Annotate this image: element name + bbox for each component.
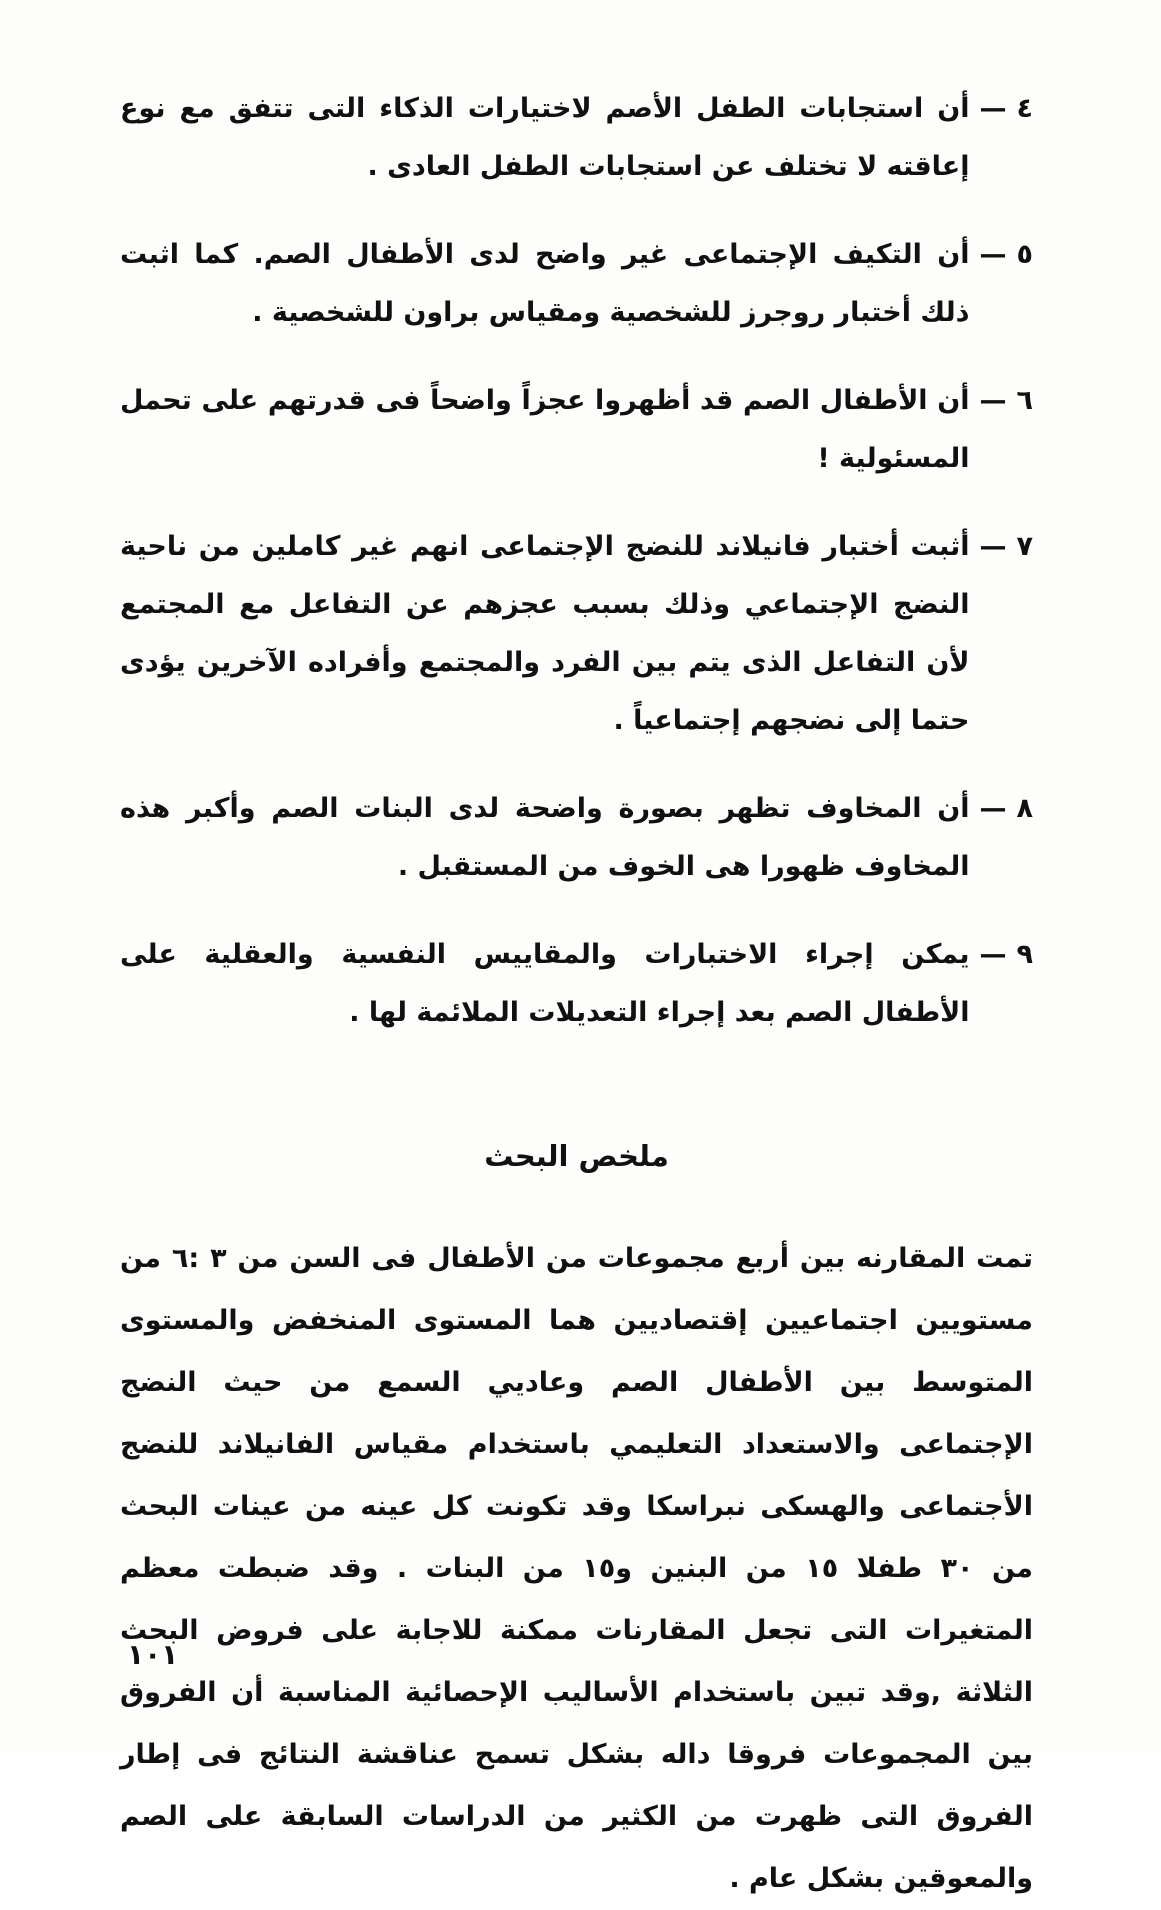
item-dash: —	[979, 385, 1007, 416]
page-number: ١٠١	[127, 1638, 179, 1671]
list-item	[120, 926, 1033, 1042]
list-item	[120, 80, 1033, 196]
page-content	[120, 80, 1033, 1910]
item-dash: —	[979, 793, 1007, 824]
item-number: ٦	[1016, 385, 1033, 416]
item-text: أن المخاوف تظهر بصورة واضحة لدى البنات الصم وأكبر هذه المخاوف ظهورا هى الخوف من المستقبل .	[120, 793, 970, 882]
item-dash: —	[979, 939, 1007, 970]
list-item	[120, 518, 1033, 750]
summary-title: ملخص البحث	[484, 1139, 669, 1173]
item-text: أن التكيف الإجتماعى غير واضح لدى الأطفال الصم. كما اثبت ذلك أختبار روجرز للشخصية ومقياس براون للشخصية .	[120, 239, 970, 328]
list-item	[120, 780, 1033, 896]
summary-paragraph: تمت المقارنه بين أربع مجموعات من الأطفال فى السن من ٣ :٦ من مستويين اجتماعيين إقتصاديين هما المستوى المنخفض والمستوى المتوسط بين الأطفال الصم وعاديي السمع من حيث النضج الإجتماعى والاستعداد التعليمي باستخدام مقياس الفانيلاند للنضج الأجتماعى والهسكى نبراسكا وقد تكونت كل عينه من عينات البحث من ٣٠ طفلا ١٥ من البنين و١٥ من البنات . وقد ضبطت معظم المتغيرات التى تجعل المقارنات ممكنة للاجابة على فروض البحث الثلاثة ,وقد تبين باستخدام الأساليب الإحصائية المناسبة أن الفروق بين المجموعات فروقا داله بشكل تسمح عناقشة النتائج فى إطار الفروق التى ظهرت من الكثير من الدراسات السابقة على الصم والمعوقين بشكل عام .	[120, 1243, 1033, 1894]
findings-list	[120, 80, 1033, 1042]
item-number: ٤	[1016, 93, 1033, 124]
list-item	[120, 226, 1033, 342]
item-dash: —	[979, 93, 1007, 124]
item-number: ٨	[1016, 793, 1033, 824]
item-text: أثبت أختبار فانيلاند للنضج الإجتماعى انهم غير كاملين من ناحية النضج الإجتماعي وذلك بسبب عجزهم عن التفاعل مع المجتمع لأن التفاعل الذى يتم بين الفرد والمجتمع وأفراده الآخرين يؤدى حتما إلى نضجهم إجتماعياً .	[120, 531, 970, 736]
item-text: أن استجابات الطفل الأصم لاختيارات الذكاء التى تتفق مع نوع إعاقته لا تختلف عن استجابات الطفل العادى .	[120, 93, 970, 182]
item-number: ٥	[1016, 239, 1033, 270]
item-dash: —	[979, 531, 1007, 562]
item-number: ٩	[1016, 939, 1033, 970]
item-dash: —	[979, 239, 1007, 270]
item-text: يمكن إجراء الاختبارات والمقاييس النفسية والعقلية على الأطفال الصم بعد إجراء التعديلات الملائمة لها .	[120, 939, 970, 1028]
list-item	[120, 372, 1033, 488]
item-number: ٧	[1016, 531, 1033, 562]
item-text: أن الأطفال الصم قد أظهروا عجزاً واضحاً فى قدرتهم على تحمل المسئولية !	[120, 385, 970, 474]
